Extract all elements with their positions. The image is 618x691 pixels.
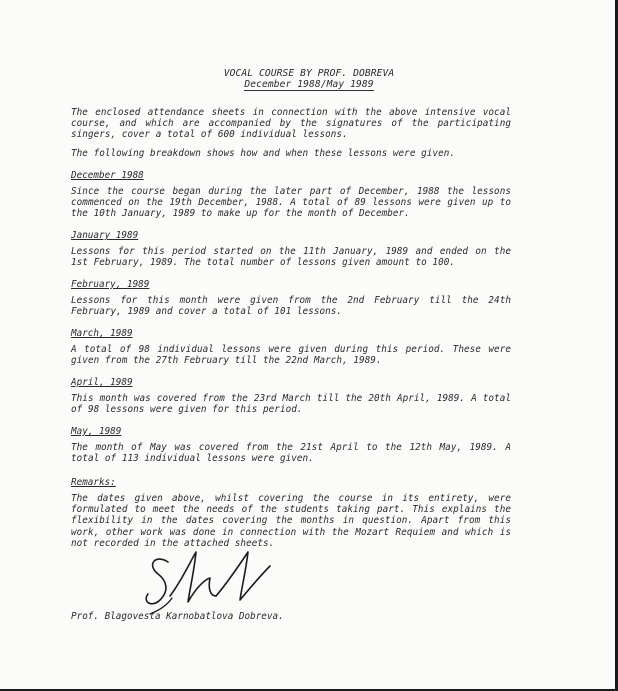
section-text-may: The month of May was covered from the 21st April to the 12th May, 1989. A total of 113 individual lessons were given.	[71, 442, 511, 465]
section-heading-january: January 1989	[71, 230, 139, 241]
signer-name: Prof. Blagovesta Karnobatlova Dobreva.	[71, 611, 284, 623]
remarks-text: The dates given above, whilst covering the course in its entirety, were formulated to meet the needs of the students taking part. This explains the flexibility in the dates covering the months in question. Apart from this work, other work was done in connection with the Mozart Requiem and which is not recorded in the attached sheets.	[71, 493, 511, 549]
section-heading-april: April, 1989	[71, 377, 133, 388]
intro-paragraph: The enclosed attendance sheets in connection with the above intensive vocal course, and which are accompanied by the signatures of the participating singers, cover a total of 600 individual lessons.	[71, 107, 511, 141]
section-heading-december: December 1988	[71, 170, 144, 181]
section-text-april: This month was covered from the 23rd March till the 20th April, 1989. A total of 98 lessons were given for this period.	[71, 393, 511, 416]
section-heading-march: March, 1989	[71, 328, 133, 339]
section-text-december: Since the course began during the later part of December, 1988 the lessons commenced on the 19th December, 1988. A total of 89 lessons were given up to the 10th January, 1989 to make up for the month of December.	[71, 186, 511, 220]
handwritten-signature	[130, 540, 310, 620]
section-text-february: Lessons for this month were given from the 2nd February till the 24th February, 1989 and cover a total of 101 lessons.	[71, 295, 511, 318]
section-text-march: A total of 98 individual lessons were given during this period. These were given from the 27th February till the 22nd March, 1989.	[71, 344, 511, 367]
breakdown-intro: The following breakdown shows how and when these lessons were given.	[71, 148, 456, 159]
document-title: VOCAL COURSE BY PROF. DOBREVA	[223, 68, 395, 79]
section-text-january: Lessons for this period started on the 11th January, 1989 and ended on the 1st February, 1989. The total number of lessons given amount to 100.	[71, 246, 511, 269]
section-heading-february: February, 1989	[71, 279, 150, 290]
remarks-heading: Remarks:	[71, 477, 116, 488]
document-subtitle: December 1988/May 1989	[244, 79, 374, 90]
section-heading-may: May, 1989	[71, 426, 122, 437]
document-header	[0, 68, 618, 91]
